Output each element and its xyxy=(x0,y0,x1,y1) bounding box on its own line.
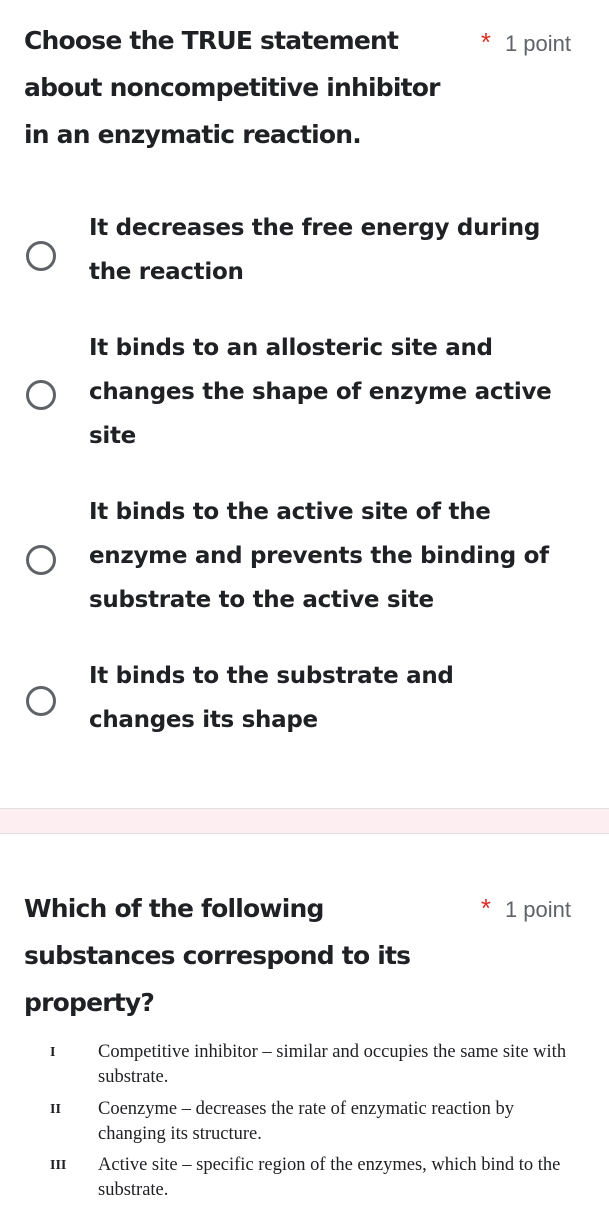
radio-button[interactable] xyxy=(26,545,56,575)
question-points xyxy=(481,19,571,67)
statement-numeral: III xyxy=(50,1158,67,1173)
required-star: * xyxy=(480,27,491,57)
option-label[interactable]: It binds to the substrate and changes its shape xyxy=(89,663,454,733)
question-title: Which of the following substances correspond to its property? xyxy=(24,894,411,1017)
radio-button[interactable] xyxy=(26,686,56,716)
statement-text: Coenzyme – decreases the rate of enzymatic reaction by changing its structure. xyxy=(98,1099,515,1144)
question-title: Choose the TRUE statement about noncompetitive inhibitor in an enzymatic reaction. xyxy=(24,26,440,149)
statement-numeral: II xyxy=(50,1102,61,1117)
statement-text: Active site – specific region of the enzymes, which bind to the substrate. xyxy=(98,1155,561,1200)
statement-text: Competitive inhibitor – similar and occupies the same site with substrate. xyxy=(98,1042,567,1087)
section-divider xyxy=(0,808,609,834)
radio-button[interactable] xyxy=(26,380,56,410)
question-card-2 xyxy=(0,834,609,1229)
required-star: * xyxy=(480,893,491,923)
radio-button[interactable] xyxy=(26,241,56,271)
question-points xyxy=(481,885,571,933)
option-label[interactable]: It decreases the free energy during the reaction xyxy=(89,215,541,285)
option-label[interactable]: It binds to the active site of the enzyme and prevents the binding of substrate to the active site xyxy=(89,499,549,613)
points-label: 1 point xyxy=(504,897,571,922)
statement-numeral: I xyxy=(50,1045,56,1060)
option-label[interactable]: It binds to an allosteric site and changes the shape of enzyme active site xyxy=(89,335,552,449)
points-label: 1 point xyxy=(504,31,571,56)
